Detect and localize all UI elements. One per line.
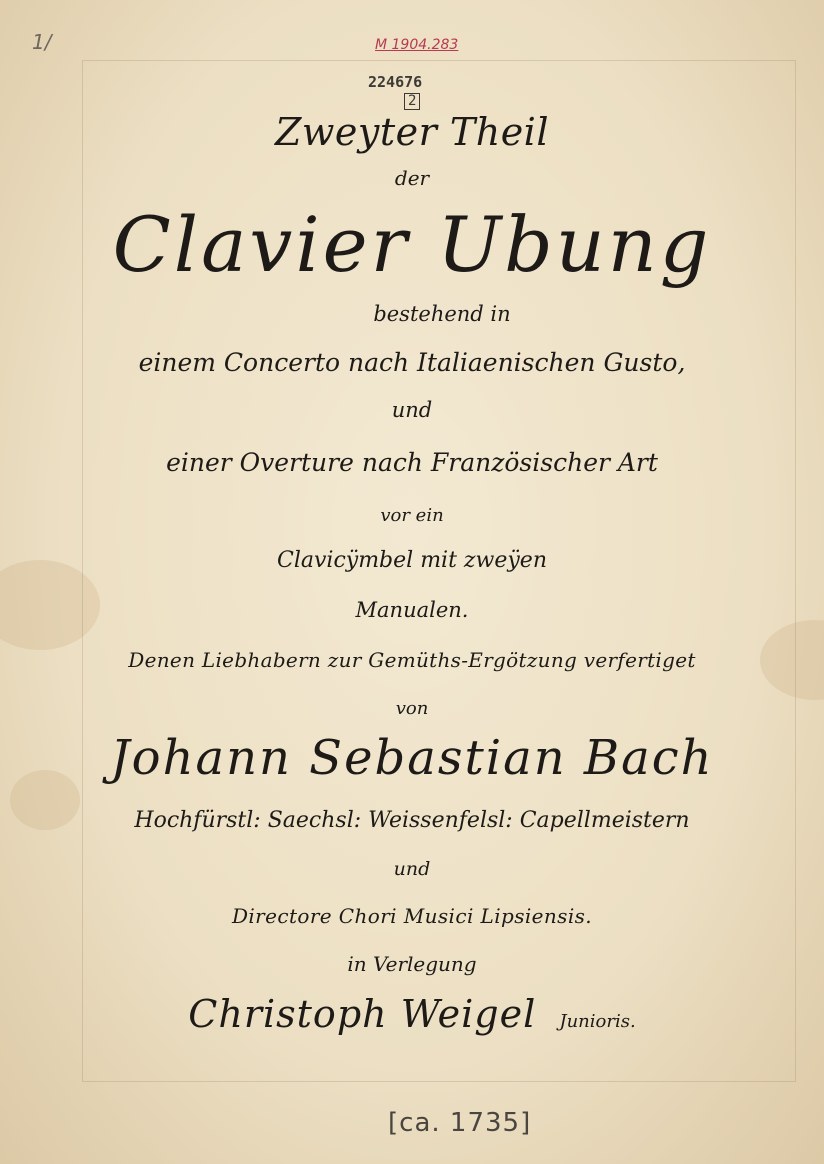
composer-name: Johann Sebastian Bach [110, 730, 714, 786]
corner-pencil-mark: 1/ [32, 30, 52, 54]
publisher-line [0, 992, 824, 1036]
main-title: Clavier Ubung [112, 200, 712, 289]
volume-number: 2 [404, 93, 420, 110]
date-annotation: [ca. 1735] [388, 1108, 532, 1138]
title-line-13: und [393, 858, 431, 880]
title-line-1: Zweyter Theil [274, 110, 549, 154]
shelfmark-stamp: M 1904.283 [375, 37, 459, 53]
title-line-8: Clavicÿmbel mit zweÿen [277, 548, 547, 573]
publisher-suffix: Junioris. [559, 1011, 636, 1032]
title-line-14: Directore Chori Musici Lipsiensis. [231, 904, 593, 928]
title-line-11: von [395, 698, 429, 719]
title-line-4: einem Concerto nach Italiaenischen Gusto, [138, 348, 686, 377]
title-line-5: und [391, 398, 433, 422]
title-line-2: der [394, 166, 430, 190]
publisher-name: Christoph Weigel [188, 992, 537, 1036]
catalog-number: 224676 [368, 73, 423, 91]
title-line-6: einer Overture nach Französischer Art [166, 448, 658, 477]
title-line-9: Manualen. [355, 598, 469, 622]
title-line-12: Hochfürstl: Saechsl: Weissenfelsl: Capellmeistern [134, 808, 690, 833]
title-line-15: in Verlegung [347, 952, 477, 976]
title-line-10: Denen Liebhabern zur Gemüths-Ergötzung verfertiget [128, 648, 696, 672]
title-line-7: vor ein [380, 505, 444, 526]
title-line-3: bestehend in [373, 302, 511, 326]
